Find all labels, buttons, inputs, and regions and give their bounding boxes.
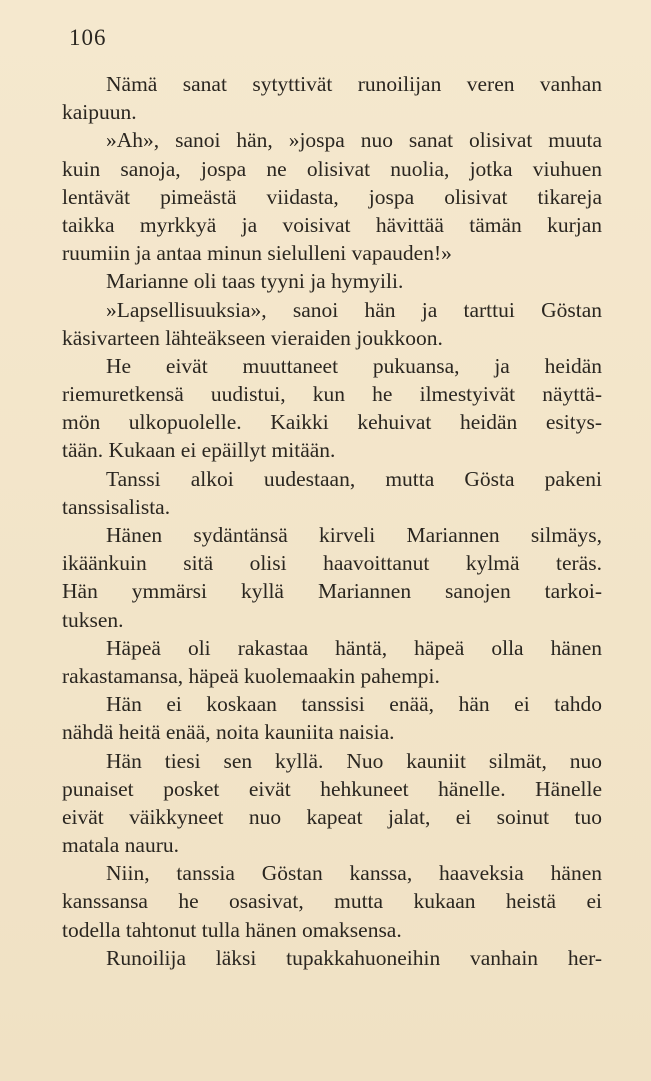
text-line: käsivarteen lähteäkseen vieraiden joukkoon.: [62, 325, 443, 350]
text-line: ruumiin ja antaa minun sielulleni vapauden!»: [62, 241, 452, 266]
text-line: Hän ymmärsi kyllä Mariannen sanojen tarkoi-: [62, 579, 602, 604]
text-line: He eivät muuttaneet pukuansa, ja heidän: [106, 353, 602, 378]
text-line: Nämä sanat sytyttivät runoilijan veren vanhan: [106, 72, 602, 96]
text-line: Hän tiesi sen kyllä. Nuo kauniit silmät, nuo: [106, 748, 602, 773]
text-line: riemuretkensä uudistui, kun he ilmestyivät näyttä-: [62, 382, 602, 407]
text-line: todella tahtonut tulla hänen omaksensa.: [62, 917, 402, 942]
text-line: Häpeä oli rakastaa häntä, häpeä olla hänen: [106, 635, 602, 660]
text-line: kanssansa he osasivat, mutta kukaan heistä ei: [62, 889, 602, 914]
text-line: »Ah», sanoi hän, »jospa nuo sanat olisivat muuta: [106, 128, 602, 153]
text-line: matala nauru.: [62, 833, 180, 858]
text-line: tään. Kukaan ei epäillyt mitään.: [62, 438, 336, 463]
text-line: kuin sanoja, jospa ne olisivat nuolia, jotka viuhuen: [62, 156, 602, 181]
page-number: 106: [69, 25, 107, 50]
text-line: tuksen.: [62, 607, 124, 632]
text-line: Tanssi alkoi uudestaan, mutta Gösta pakeni: [106, 466, 602, 491]
text-line: ikäänkuin sitä olisi haavoittanut kylmä teräs.: [62, 551, 602, 576]
text-line: Niin, tanssia Göstan kanssa, haaveksia hänen: [106, 861, 602, 886]
text-line: mön ulkopuolelle. Kaikki kehuivat heidän esitys-: [62, 410, 602, 435]
text-line: »Lapsellisuuksia», sanoi hän ja tarttui Göstan: [106, 297, 602, 322]
text-line: eivät väikkyneet nuo kapeat jalat, ei soinut tuo: [62, 804, 602, 829]
text-line: Marianne oli taas tyyni ja hymyili.: [106, 269, 404, 294]
text-line: rakastamansa, häpeä kuolemaakin pahempi.: [62, 663, 440, 688]
text-line: punaiset posket eivät hehkuneet hänelle. Hänelle: [62, 776, 602, 801]
text-line: taikka myrkkyä ja voisivat hävittää tämän kurjan: [62, 212, 602, 237]
text-line: kaipuun.: [62, 100, 137, 125]
text-line: Runoilija läksi tupakkahuoneihin vanhain her-: [106, 945, 602, 970]
text-line: Hänen sydäntänsä kirveli Mariannen silmäys,: [106, 523, 602, 547]
text-line: nähdä heitä enää, noita kauniita naisia.: [62, 720, 395, 745]
text-line: tanssisalista.: [62, 494, 171, 519]
text-line: Hän ei koskaan tanssisi enää, hän ei tahdo: [106, 692, 602, 717]
body-text: [62, 70, 602, 972]
text-line: lentävät pimeästä viidasta, jospa olisivat tikareja: [62, 184, 602, 209]
